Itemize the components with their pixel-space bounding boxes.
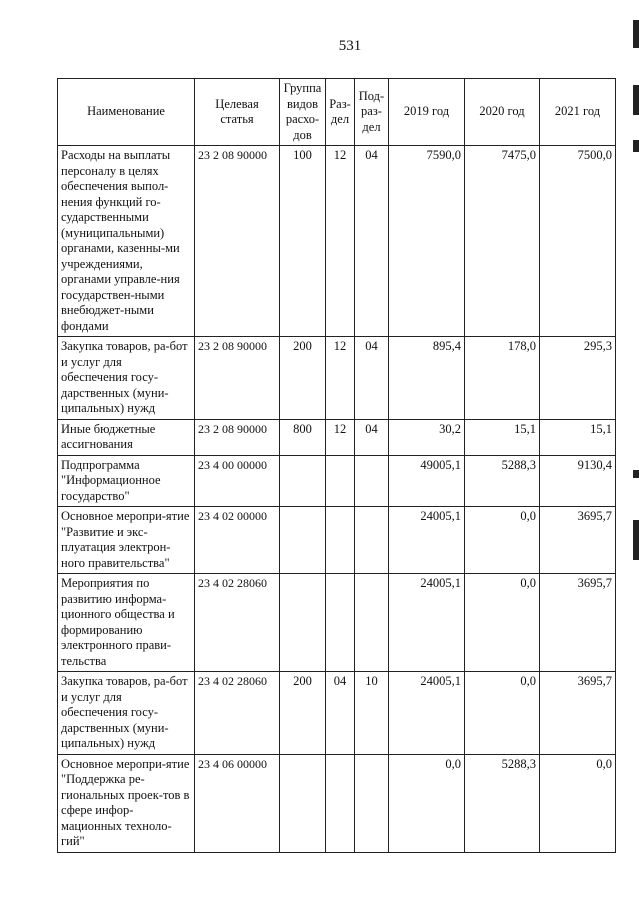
scan-edge-marks <box>631 0 639 905</box>
row-year-2019: 24005,1 <box>389 507 465 574</box>
row-section <box>326 754 355 852</box>
row-expense-group <box>280 507 326 574</box>
table-row <box>58 574 616 672</box>
header-expense-group: Группа видов расхо-дов <box>280 79 326 146</box>
header-subsection: Под-раз-дел <box>355 79 389 146</box>
row-year-2019: 7590,0 <box>389 146 465 337</box>
header-year-2021: 2021 год <box>540 79 616 146</box>
row-subsection <box>355 507 389 574</box>
row-year-2020: 15,1 <box>465 419 540 455</box>
table-row <box>58 146 616 337</box>
header-year-2019: 2019 год <box>389 79 465 146</box>
row-name: Основное меропри-ятие "Поддержка ре-гиональных проек-тов в сфере инфор-мационных техноло-гий" <box>58 754 195 852</box>
row-year-2021: 15,1 <box>540 419 616 455</box>
row-name: Иные бюджетные ассигнования <box>58 419 195 455</box>
row-year-2021: 0,0 <box>540 754 616 852</box>
header-year-2020: 2020 год <box>465 79 540 146</box>
row-year-2020: 0,0 <box>465 574 540 672</box>
table-header <box>58 79 616 146</box>
row-subsection <box>355 455 389 507</box>
row-section: 12 <box>326 419 355 455</box>
row-name: Расходы на выплаты персоналу в целях обеспечения выпол-нения функций го-сударственными (муниципальными) органами, казенны-ми учреждениями, органами управле-ния государствен-ными внебюджет-ными фондами <box>58 146 195 337</box>
row-expense-group <box>280 455 326 507</box>
row-expense-group: 800 <box>280 419 326 455</box>
row-expense-group: 200 <box>280 337 326 420</box>
row-section: 12 <box>326 146 355 337</box>
header-target-article: Целевая статья <box>195 79 280 146</box>
table-row <box>58 754 616 852</box>
row-target-article: 23 4 00 00000 <box>195 455 280 507</box>
row-target-article: 23 4 02 28060 <box>195 672 280 755</box>
row-expense-group: 200 <box>280 672 326 755</box>
row-target-article: 23 4 06 00000 <box>195 754 280 852</box>
budget-table <box>57 78 616 853</box>
row-year-2021: 295,3 <box>540 337 616 420</box>
header-name: Наименование <box>58 79 195 146</box>
row-year-2020: 0,0 <box>465 507 540 574</box>
row-subsection: 04 <box>355 337 389 420</box>
page-number: 531 <box>338 38 362 54</box>
table-body <box>58 146 616 853</box>
row-year-2021: 9130,4 <box>540 455 616 507</box>
table-row <box>58 419 616 455</box>
row-subsection <box>355 574 389 672</box>
row-year-2019: 24005,1 <box>389 574 465 672</box>
row-year-2020: 5288,3 <box>465 754 540 852</box>
row-section <box>326 507 355 574</box>
row-target-article: 23 4 02 28060 <box>195 574 280 672</box>
table-row <box>58 672 616 755</box>
row-target-article: 23 2 08 90000 <box>195 146 280 337</box>
row-subsection: 04 <box>355 419 389 455</box>
row-expense-group <box>280 574 326 672</box>
row-year-2020: 178,0 <box>465 337 540 420</box>
row-name: Закупка товаров, ра-бот и услуг для обеспечения госу-дарственных (муни-ципальных) нужд <box>58 672 195 755</box>
row-subsection: 04 <box>355 146 389 337</box>
row-expense-group: 100 <box>280 146 326 337</box>
row-section: 12 <box>326 337 355 420</box>
row-subsection <box>355 754 389 852</box>
row-expense-group <box>280 754 326 852</box>
row-year-2019: 30,2 <box>389 419 465 455</box>
row-name: Подпрограмма "Информационное государство" <box>58 455 195 507</box>
row-subsection: 10 <box>355 672 389 755</box>
row-year-2020: 0,0 <box>465 672 540 755</box>
row-year-2021: 3695,7 <box>540 507 616 574</box>
row-year-2020: 7475,0 <box>465 146 540 337</box>
row-name: Закупка товаров, ра-бот и услуг для обеспечения госу-дарственных (муни-ципальных) нужд <box>58 337 195 420</box>
row-year-2021: 7500,0 <box>540 146 616 337</box>
table-row <box>58 337 616 420</box>
row-target-article: 23 2 08 90000 <box>195 337 280 420</box>
row-year-2019: 24005,1 <box>389 672 465 755</box>
row-year-2021: 3695,7 <box>540 672 616 755</box>
table-row <box>58 455 616 507</box>
row-name: Мероприятия по развитию информа-ционного общества и формированию электронного прави-тельства <box>58 574 195 672</box>
row-section: 04 <box>326 672 355 755</box>
row-year-2019: 0,0 <box>389 754 465 852</box>
row-target-article: 23 4 02 00000 <box>195 507 280 574</box>
header-section: Раз-дел <box>326 79 355 146</box>
table-row <box>58 507 616 574</box>
row-name: Основное меропри-ятие "Развитие и экс-плуатация электрон-ного правительства" <box>58 507 195 574</box>
row-year-2019: 895,4 <box>389 337 465 420</box>
row-year-2019: 49005,1 <box>389 455 465 507</box>
row-section <box>326 574 355 672</box>
row-target-article: 23 2 08 90000 <box>195 419 280 455</box>
row-year-2020: 5288,3 <box>465 455 540 507</box>
row-year-2021: 3695,7 <box>540 574 616 672</box>
row-section <box>326 455 355 507</box>
